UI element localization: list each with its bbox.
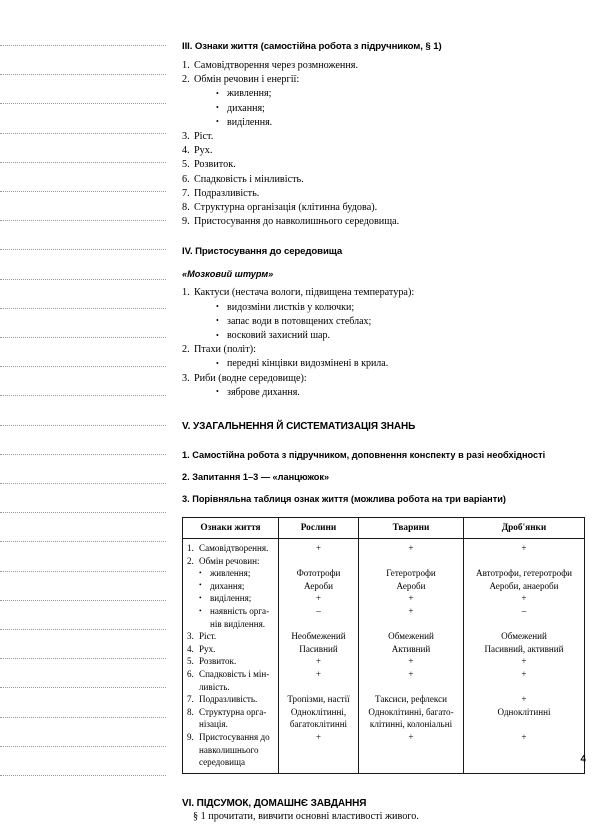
- rule-line: [0, 133, 166, 134]
- rule-line: [0, 629, 166, 630]
- feature-number: 2.: [187, 555, 194, 566]
- list-item: [182, 173, 586, 187]
- plants-value: Необмежений: [291, 631, 346, 642]
- sublist-item: • запас води в потовщених стеблах;: [216, 315, 586, 329]
- feature-row: [187, 706, 275, 719]
- animals-value: Обмежений: [388, 631, 434, 642]
- feature-text: Пристосування до: [199, 731, 270, 742]
- section-6-text: § 1 прочитати, вивчити основні властивості живого.: [193, 810, 419, 822]
- rule-line: [0, 279, 166, 280]
- rule-line: [0, 366, 166, 367]
- list-number: 8.: [182, 202, 190, 214]
- list-text: Розвиток.: [194, 159, 236, 171]
- animals-value: +: [408, 606, 414, 617]
- animals-cell: [359, 539, 464, 774]
- list-item: [182, 343, 586, 371]
- list-number: 3.: [182, 131, 190, 143]
- rule-line: [0, 162, 166, 163]
- list-number: 2.: [182, 344, 190, 356]
- page-content: [182, 0, 586, 822]
- feature-row: [187, 542, 275, 555]
- feature-row: [187, 643, 275, 656]
- animals-value: +: [408, 543, 414, 554]
- section-3-heading: III. Ознаки життя (самостійна робота з підручником, § 1): [182, 41, 442, 52]
- table-row: [183, 539, 585, 774]
- list-item: [182, 286, 586, 343]
- monera-value: Одноклітинні: [497, 706, 551, 717]
- list-text: Пристосування до навколишнього середовища.: [194, 216, 400, 228]
- feature-row: [187, 668, 275, 681]
- plants-value: +: [315, 669, 322, 679]
- list-text: Структурна організація (клітинна будова).: [194, 202, 378, 214]
- plants-value: Пасивний: [299, 643, 338, 654]
- list-number: 6.: [182, 173, 190, 185]
- sublist-item: • виділення.: [216, 116, 586, 130]
- sublist: [194, 301, 586, 344]
- plants-value: +: [315, 593, 322, 604]
- feature-number: 5.: [187, 656, 194, 667]
- table-header-cell: Тварини: [359, 518, 464, 539]
- monera-value: Обмежений: [501, 631, 547, 642]
- feature-subitem: • дихання;: [187, 580, 275, 593]
- list-number: 4.: [182, 145, 190, 157]
- rule-line: [0, 191, 166, 192]
- rule-line: [0, 717, 166, 718]
- rule-line: [0, 687, 166, 688]
- feature-text: Розвиток.: [199, 656, 237, 667]
- monera-value: +: [521, 694, 527, 705]
- list-item: [182, 201, 586, 215]
- rule-line: [0, 541, 166, 542]
- animals-value: Одноклітинні, багато-: [368, 706, 454, 717]
- feature-row: [187, 731, 275, 744]
- animals-value: клітинні, колоніальні: [369, 719, 453, 730]
- plants-cell: [279, 539, 359, 774]
- plants-value: –: [316, 606, 321, 617]
- list-number: 1.: [182, 60, 190, 71]
- section-5-step-2: 2. Запитання 1–3 — «ланцюжок»: [182, 472, 330, 483]
- sublist-item: • живлення;: [216, 87, 586, 101]
- table-header-cell: Ознаки життя: [183, 518, 279, 539]
- list-text: Подразливість.: [194, 187, 260, 199]
- section-4-subheading: «Мозковий штурм»: [182, 269, 274, 280]
- table-header-cell: Дроб'янки: [464, 518, 585, 539]
- feature-continuation: навколишнього: [199, 744, 259, 755]
- rule-line: [0, 658, 166, 659]
- feature-row: [187, 555, 275, 568]
- rule-line: [0, 425, 166, 426]
- rule-line: [0, 308, 166, 309]
- section-6-heading: VI. ПІДСУМОК, ДОМАШНЄ ЗАВДАННЯ: [182, 797, 367, 809]
- list-number: 7.: [182, 187, 190, 199]
- feature-row: [187, 630, 275, 643]
- list-item: [182, 59, 586, 73]
- list-item: [182, 73, 586, 130]
- table-header-cell: Рослини: [279, 518, 359, 539]
- monera-value: +: [521, 731, 527, 742]
- feature-continuation: середовища: [199, 757, 246, 768]
- animals-value: Таксиси, рефлекси: [375, 694, 447, 705]
- feature-number: 4.: [187, 643, 194, 654]
- monera-value: +: [521, 543, 527, 554]
- rule-line: [0, 775, 166, 776]
- feature-row: [187, 655, 275, 668]
- list-number: 9.: [182, 216, 190, 228]
- rule-line: [0, 454, 166, 455]
- rule-line: [0, 483, 166, 484]
- table-header-row: [183, 518, 585, 539]
- plants-value: багатоклітинні: [289, 719, 348, 730]
- list-text: Спадковість і мінливість.: [194, 173, 304, 185]
- list-number: 5.: [182, 159, 190, 171]
- list-item: [182, 187, 586, 201]
- list-text: Птахи (політ):: [194, 344, 256, 356]
- sublist-item: • передні кінцівки видозмінені в крила.: [216, 357, 586, 371]
- feature-continuation: нів виділення.: [210, 618, 266, 629]
- plants-value: +: [315, 656, 322, 667]
- comparison-table: [182, 517, 585, 774]
- feature-text: Подразливість.: [199, 694, 258, 705]
- animals-value: Активний: [391, 643, 431, 654]
- feature-text: Рух.: [199, 643, 216, 654]
- sublist-item: • восковий захисний шар.: [216, 329, 586, 343]
- feature-continuation: ливість.: [199, 681, 230, 692]
- sublist-item: • дихання;: [216, 102, 586, 116]
- list-text: Обмін речовин і енергії:: [194, 74, 300, 86]
- plants-value: Одноклітинні,: [290, 706, 347, 717]
- list-item: [182, 130, 586, 144]
- rule-line: [0, 600, 166, 601]
- monera-value: Автотрофи, гетеротрофи: [476, 568, 572, 579]
- monera-value: Пасивний, активний: [484, 643, 564, 654]
- section-5-heading: V. УЗАГАЛЬНЕННЯ Й СИСТЕМАТИЗАЦІЯ ЗНАНЬ: [182, 421, 416, 433]
- feature-text: Структурна орга-: [199, 706, 267, 717]
- rule-line: [0, 746, 166, 747]
- plants-value: Тропізми, настії: [287, 694, 350, 705]
- animals-value: +: [408, 656, 414, 667]
- monera-value: Аероби, анаероби: [489, 580, 559, 591]
- list-text: Риби (водне середовище):: [194, 372, 307, 384]
- list-text: Ріст.: [194, 131, 214, 143]
- feature-number: 7.: [187, 694, 194, 705]
- rule-line: [0, 45, 166, 46]
- section-3-list: [182, 59, 586, 229]
- monera-value: +: [521, 593, 527, 604]
- rule-line: [0, 571, 166, 572]
- list-item: [182, 215, 586, 229]
- feature-number: 1.: [187, 543, 194, 554]
- ruled-margin-lines: [0, 0, 166, 800]
- feature-row: [187, 693, 275, 706]
- animals-value: +: [408, 669, 414, 679]
- feature-text: Обмін речовин:: [199, 555, 260, 566]
- feature-number: 8.: [187, 706, 194, 717]
- rule-line: [0, 249, 166, 250]
- page-number: 4: [580, 754, 586, 765]
- rule-line: [0, 512, 166, 513]
- list-item: [182, 372, 586, 400]
- animals-value: +: [408, 731, 414, 742]
- feature-subitem: • виділення;: [187, 592, 275, 605]
- list-item: [182, 158, 586, 172]
- animals-value: +: [408, 593, 414, 604]
- section-5-step-1: 1. Самостійна робота з підручником, доповнення конспекту в разі необхідності: [182, 450, 546, 461]
- list-number: 3.: [182, 372, 190, 384]
- feature-subitem: • живлення;: [187, 567, 275, 580]
- section-4-list: [182, 286, 586, 400]
- list-number: 1.: [182, 287, 190, 299]
- feature-text: Ріст.: [199, 631, 217, 642]
- section-5-step-3: 3. Порівняльна таблиця ознак життя (можлива робота на три варіанти): [182, 494, 506, 505]
- monera-value: +: [521, 656, 527, 667]
- feature-text: Самовідтворення.: [199, 543, 269, 554]
- feature-number: 9.: [187, 731, 194, 742]
- list-text: Кактуси (нестача вологи, підвищена температура):: [194, 287, 415, 299]
- rule-line: [0, 395, 166, 396]
- feature-number: 6.: [187, 669, 194, 679]
- plants-value: +: [315, 731, 322, 742]
- list-text: Самовідтворення через розмноження.: [194, 60, 359, 71]
- sublist: [194, 87, 586, 130]
- rule-line: [0, 220, 166, 221]
- sublist-item: • видозміни листків у колючки;: [216, 301, 586, 315]
- animals-value: Гетеротрофи: [386, 568, 436, 579]
- sublist: [194, 386, 586, 400]
- section-4-heading: IV. Пристосування до середовища: [182, 246, 343, 258]
- sublist: [194, 357, 586, 371]
- monera-value: –: [521, 606, 527, 617]
- features-cell: [183, 539, 279, 774]
- sublist-item: • зяброве дихання.: [216, 386, 586, 400]
- feature-continuation: нізація.: [199, 719, 228, 730]
- list-number: 2.: [182, 74, 190, 86]
- rule-line: [0, 74, 166, 75]
- monera-cell: [464, 539, 585, 774]
- plants-value: +: [315, 543, 322, 554]
- monera-value: +: [521, 669, 527, 679]
- animals-value: Аероби: [396, 580, 426, 591]
- plants-value: Фототрофи: [296, 568, 341, 579]
- feature-subitem: • наявність орга-: [187, 605, 275, 618]
- feature-number: 3.: [187, 631, 194, 642]
- feature-text: Спадковість і мін-: [199, 669, 270, 679]
- rule-line: [0, 337, 166, 338]
- list-item: [182, 144, 586, 158]
- plants-value: Аероби: [304, 580, 333, 591]
- list-text: Рух.: [194, 145, 213, 157]
- rule-line: [0, 103, 166, 104]
